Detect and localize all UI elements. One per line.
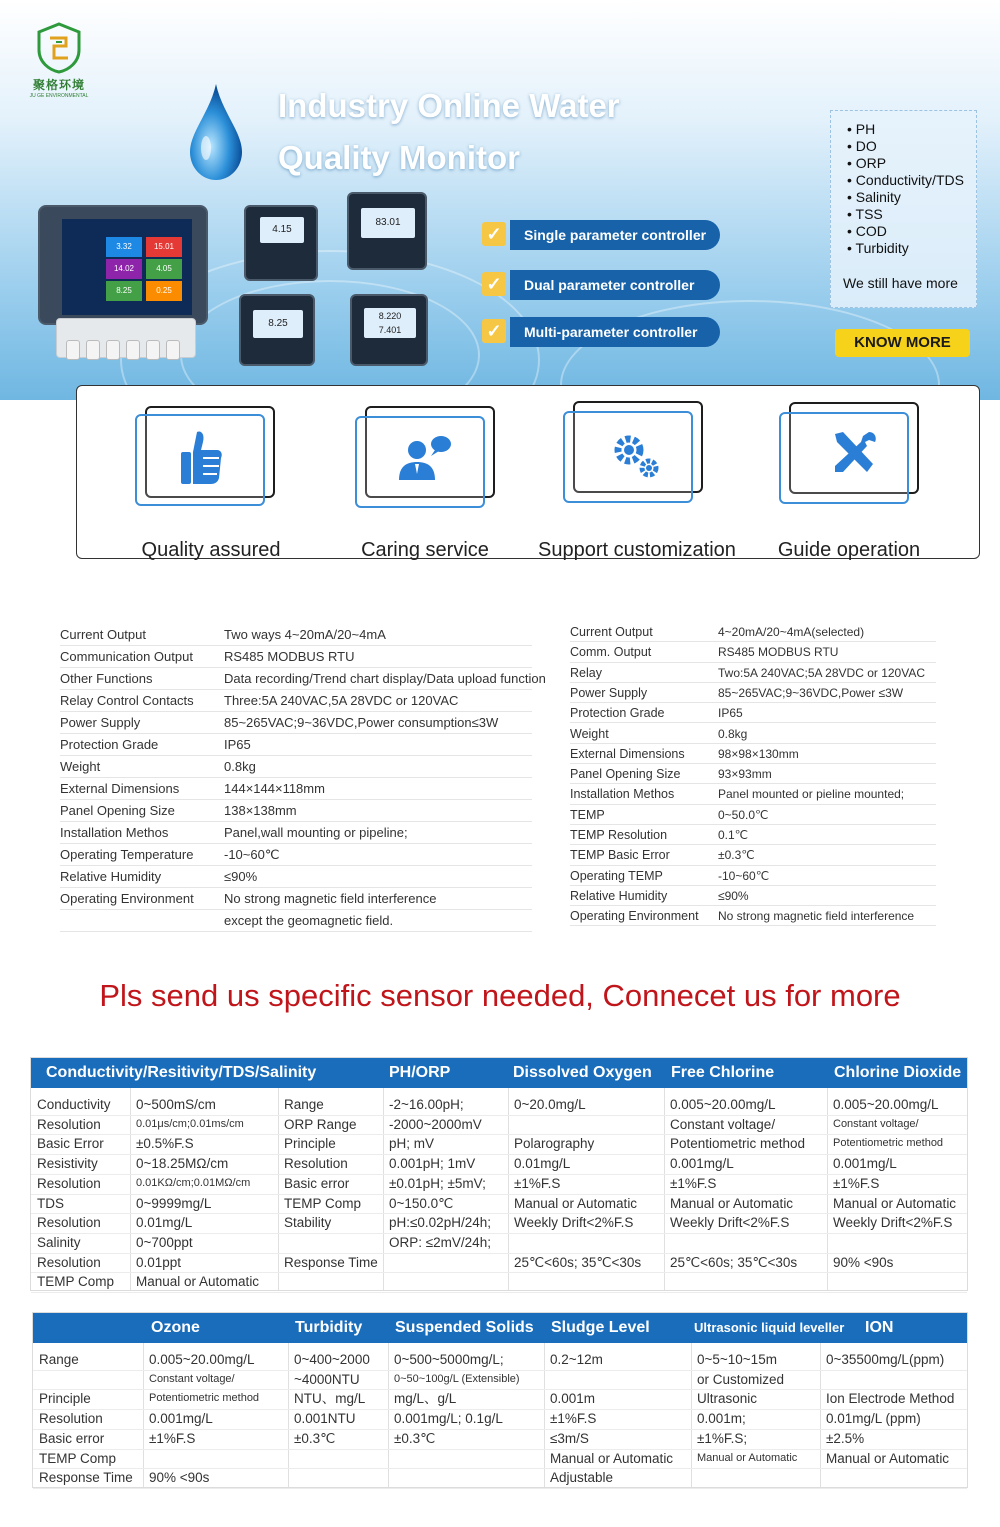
column-header: Turbidity xyxy=(295,1319,363,1336)
column-divider xyxy=(278,1088,279,1290)
table-cell: 0~35500mg/L(ppm) xyxy=(826,1352,945,1367)
spec-key: External Dimensions xyxy=(60,781,180,796)
gears-icon xyxy=(609,430,665,480)
table-cell: 0~5~10~15m xyxy=(697,1352,777,1367)
table-cell: NTU、mg/L xyxy=(294,1391,366,1407)
device-display: 4.15 xyxy=(260,217,304,243)
table-cell: 0.01mg/L xyxy=(136,1215,193,1231)
table-cell: 0~50~100g/L (Extensible) xyxy=(394,1372,520,1385)
spec-row xyxy=(570,703,936,723)
table-cell: ±0.01pH; ±5mV; xyxy=(389,1175,486,1191)
table-cell: 0.01μs/cm;0.01ms/cm xyxy=(136,1117,244,1130)
column-divider xyxy=(288,1343,289,1487)
table-cell: Adjustable xyxy=(550,1470,614,1486)
spec-key: TEMP Resolution xyxy=(570,828,668,842)
table-cell: mg/L、g/L xyxy=(394,1391,457,1407)
cable-gland xyxy=(86,340,100,360)
spec-row xyxy=(60,712,532,734)
spec-key: Operating Temperature xyxy=(60,847,194,862)
checkmark-icon: ✓ xyxy=(482,319,506,343)
hero-banner xyxy=(0,0,1000,400)
spec-key: Installation Methos xyxy=(60,825,169,840)
table-cell: 90% <90s xyxy=(833,1254,894,1270)
row-label: TEMP Comp xyxy=(39,1450,117,1466)
brand-logo[interactable] xyxy=(24,22,94,99)
device-display: 8.25 xyxy=(253,310,303,338)
table-cell: 0.001m xyxy=(550,1391,596,1407)
table-header xyxy=(33,1313,967,1343)
parameter-item: • Conductivity/TDS xyxy=(847,172,976,189)
table-cell: ±1%F.S xyxy=(670,1175,717,1191)
column-divider xyxy=(383,1088,384,1290)
spec-key: Panel Opening Size xyxy=(570,767,681,782)
spec-row xyxy=(570,866,936,886)
feature-caring-service[interactable] xyxy=(327,404,537,561)
reading-tile: 3.32 xyxy=(106,237,142,257)
table-cell: 0~400~2000 xyxy=(294,1352,370,1367)
spec-value: Two ways 4~20mA/20~4mA xyxy=(224,627,386,642)
spec-row xyxy=(60,734,532,756)
table-cell: -2~16.00pH; xyxy=(389,1097,464,1112)
contact-call-to-action: Pls send us specific sensor needed, Connecet us for more xyxy=(99,978,901,1013)
dual-parameter-controller-button[interactable] xyxy=(482,270,722,300)
spec-key: Protection Grade xyxy=(570,706,665,721)
table-cell: Potentiometric method xyxy=(833,1137,944,1150)
hero-title-line1: Industry Online Water xyxy=(278,87,620,124)
table-cell: 0.01KΩ/cm;0.01MΩ/cm xyxy=(136,1176,251,1189)
feature-guide-operation[interactable] xyxy=(751,404,961,561)
parameter-item: • TSS xyxy=(847,206,976,223)
table-cell: ±1%F.S xyxy=(833,1175,880,1191)
row-label: Response Time xyxy=(39,1470,133,1486)
device-display: 83.01 xyxy=(361,208,415,238)
table-cell: 0.001NTU xyxy=(294,1411,356,1427)
table-cell: ±1%F.S xyxy=(149,1430,196,1446)
table-cell: 0.005~20.00mg/L xyxy=(149,1352,255,1367)
spec-key: Operating TEMP xyxy=(570,868,663,883)
spec-key: Current Output xyxy=(570,625,653,639)
spec-key: Other Functions xyxy=(60,671,153,686)
row-label: Principle xyxy=(39,1391,91,1407)
column-divider xyxy=(827,1088,828,1290)
spec-key: TEMP xyxy=(570,807,605,822)
table-cell: 0~500~5000mg/L; xyxy=(394,1352,504,1367)
table-cell: Ultrasonic xyxy=(697,1391,758,1407)
spec-row xyxy=(60,800,532,822)
column-divider xyxy=(664,1088,665,1290)
spec-row xyxy=(570,805,936,825)
spec-value: ≤90% xyxy=(718,888,749,903)
spec-row xyxy=(570,642,936,662)
table-cell: ±2.5% xyxy=(826,1430,865,1446)
table-cell: 0.005~20.00mg/L xyxy=(670,1097,776,1112)
spec-row xyxy=(570,886,936,906)
column-header: Suspended Solids xyxy=(395,1319,534,1336)
spec-row xyxy=(570,906,936,926)
table-cell: Stability xyxy=(284,1215,332,1231)
device-reading: 7.401 xyxy=(378,325,402,335)
table-cell: 0.001mg/L; 0.1g/L xyxy=(394,1411,503,1427)
spec-value: 4~20mA/20~4mA(selected) xyxy=(718,625,865,639)
table-cell: 0~18.25MΩ/cm xyxy=(136,1156,229,1172)
table-cell: 0.001m; xyxy=(697,1411,746,1427)
spec-row xyxy=(570,683,936,703)
table-cell: 0.01ppt xyxy=(136,1254,182,1270)
spec-value: Two:5A 240VAC;5A 28VDC or 120VAC xyxy=(718,665,926,680)
column-divider xyxy=(820,1343,821,1487)
spec-key: External Dimensions xyxy=(570,746,685,761)
feature-caption: Support customization xyxy=(538,539,736,561)
spec-value: 85~265VAC;9~36VDC,Power ≤3W xyxy=(718,685,904,700)
spec-key: Relay Control Contacts xyxy=(60,693,194,708)
spec-value: IP65 xyxy=(718,706,743,721)
spec-value: ≤90% xyxy=(224,869,258,884)
parameter-list-panel xyxy=(830,110,977,308)
column-header: PH/ORP xyxy=(389,1064,451,1081)
reading-tile: 15.01 xyxy=(146,237,182,257)
spec-row xyxy=(60,756,532,778)
table-cell: 0.001mg/L xyxy=(833,1156,897,1172)
column-header: Free Chlorine xyxy=(671,1064,775,1081)
row-label: Basic Error xyxy=(37,1136,104,1152)
hero-title-line2: Quality Monitor xyxy=(278,139,520,176)
column-header: Ultrasonic liquid leveller xyxy=(694,1320,845,1335)
table-cell: ORP Range xyxy=(284,1116,357,1132)
brand-name-cn: 聚格环境 xyxy=(32,78,85,92)
table-cell: 0~20.0mg/L xyxy=(514,1097,586,1112)
spec-value: 0.8kg xyxy=(224,759,256,774)
table-cell: Weekly Drift<2%F.S xyxy=(670,1215,790,1231)
row-label: Resolution xyxy=(37,1116,101,1132)
row-label: Resolution xyxy=(39,1411,103,1427)
spec-key: Panel Opening Size xyxy=(60,803,175,818)
parameter-item: • Salinity xyxy=(847,189,976,206)
table-cell: 0.2~12m xyxy=(550,1352,603,1367)
sensor-table-2 xyxy=(32,1312,968,1488)
row-divider xyxy=(33,1488,967,1489)
reading-tile: 14.02 xyxy=(106,259,142,279)
spec-value: 0~50.0℃ xyxy=(718,807,769,822)
table-cell: ±1%F.S xyxy=(514,1175,561,1191)
table-cell: 0.001mg/L xyxy=(149,1411,213,1427)
spec-value: RS485 MODBUS RTU xyxy=(224,649,355,664)
table-cell: Weekly Drift<2%F.S xyxy=(833,1215,953,1231)
single-parameter-controller-button[interactable] xyxy=(482,220,722,250)
spec-key: Operating Environment xyxy=(60,891,194,906)
table-cell: ~4000NTU xyxy=(294,1371,360,1387)
spec-value: Panel mounted or pieline mounted; xyxy=(718,787,905,802)
spec-value: -10~60℃ xyxy=(718,868,770,883)
table-cell: Weekly Drift<2%F.S xyxy=(514,1215,634,1231)
device-reading: 8.220 xyxy=(378,311,402,321)
table-cell: Ion Electrode Method xyxy=(826,1391,955,1407)
column-header: Dissolved Oxygen xyxy=(513,1064,652,1081)
table-cell: ±1%F.S xyxy=(550,1411,597,1427)
spec-value: No strong magnetic field interference xyxy=(718,909,915,924)
spec-key: Relative Humidity xyxy=(570,888,668,903)
hero-title xyxy=(278,80,698,184)
table-cell: Principle xyxy=(284,1136,336,1152)
spec-row xyxy=(570,724,936,744)
spec-key: Current Output xyxy=(60,627,146,642)
table-cell: 25℃<60s; 35℃<30s xyxy=(514,1254,642,1270)
device-screen xyxy=(62,219,192,315)
spec-row xyxy=(60,668,546,690)
spec-value: No strong magnetic field interference xyxy=(224,891,437,906)
spec-key: Operating Environment xyxy=(570,909,699,924)
column-header: Ozone xyxy=(151,1319,200,1336)
support-agent-icon xyxy=(397,434,453,482)
column-divider xyxy=(130,1088,131,1290)
parameter-item: • COD xyxy=(847,223,976,240)
controller-device-image xyxy=(350,294,428,366)
reading-tile: 0.25 xyxy=(146,281,182,301)
parameter-item: • ORP xyxy=(847,155,976,172)
table-cell: ORP: ≤2mV/24h; xyxy=(389,1234,491,1250)
table-cell: 0~700ppt xyxy=(136,1234,193,1250)
spec-value: ±0.3℃ xyxy=(718,848,755,863)
row-label: Range xyxy=(39,1352,79,1367)
spec-row xyxy=(60,822,532,844)
reading-tile: 8.25 xyxy=(106,281,142,301)
multi-parameter-device-image xyxy=(38,205,208,325)
table-cell: pH; mV xyxy=(389,1136,435,1152)
table-cell: Polarography xyxy=(514,1136,595,1152)
controller-device-image xyxy=(239,294,315,366)
spec-value: except the geomagnetic field. xyxy=(224,913,394,928)
row-label: Resolution xyxy=(37,1254,101,1270)
table-cell: Constant voltage/ xyxy=(833,1117,919,1130)
table-header xyxy=(31,1058,967,1088)
spec-row xyxy=(570,784,936,804)
table-cell: Potentiometric method xyxy=(670,1136,806,1152)
features-panel xyxy=(76,385,980,559)
spec-value: IP65 xyxy=(224,737,251,752)
row-label: Resistivity xyxy=(37,1156,98,1172)
more-text: We still have more xyxy=(843,275,958,291)
table-cell: 0.01mg/L xyxy=(514,1156,571,1172)
table-cell: Potentiometric method xyxy=(149,1392,260,1405)
table-cell: Resolution xyxy=(284,1156,348,1172)
spec-key: Weight xyxy=(60,759,101,774)
spec-key: TEMP Basic Error xyxy=(570,848,670,863)
spec-key: Installation Methos xyxy=(570,787,675,802)
spec-value: Three:5A 240VAC,5A 28VDC or 120VAC xyxy=(224,693,459,708)
row-label: Salinity xyxy=(37,1234,81,1250)
parameter-item: • DO xyxy=(847,138,976,155)
column-divider xyxy=(508,1088,509,1290)
spec-value: -10~60℃ xyxy=(224,847,280,862)
spec-row xyxy=(570,845,936,865)
table-cell: ±0.3℃ xyxy=(394,1430,436,1446)
parameter-item: • PH xyxy=(847,121,976,138)
shield-logo-icon xyxy=(36,22,82,74)
table-cell: Constant voltage/ xyxy=(149,1372,235,1385)
spec-key: Power Supply xyxy=(60,715,141,730)
thumbs-up-icon xyxy=(179,428,223,486)
table-cell: ≤3m/S xyxy=(550,1430,589,1446)
table-cell: Manual or Automatic xyxy=(514,1195,638,1211)
spec-key: Communication Output xyxy=(60,649,193,664)
spec-key: Weight xyxy=(570,726,609,741)
spec-key: Power Supply xyxy=(570,685,648,700)
spec-key: Protection Grade xyxy=(60,737,159,752)
controller-device-image xyxy=(244,205,318,281)
column-header: Conductivity/Resitivity/TDS/Salinity xyxy=(46,1064,317,1081)
spec-value: 144×144×118mm xyxy=(224,781,325,796)
table-cell: Manual or Automatic xyxy=(136,1274,260,1290)
table-cell: Response Time xyxy=(284,1254,378,1270)
table-cell: Constant voltage/ xyxy=(670,1116,776,1132)
spec-row xyxy=(60,624,532,646)
cable-gland xyxy=(166,340,180,360)
spec-value: Data recording/Trend chart display/Data upload function xyxy=(224,671,546,686)
spec-row xyxy=(60,910,532,932)
feature-caption: Quality assured xyxy=(141,539,281,561)
spec-row xyxy=(570,622,936,642)
spec-row xyxy=(570,825,936,845)
table-cell: ±1%F.S; xyxy=(697,1430,748,1446)
controller-label: Multi-parameter controller xyxy=(510,317,720,347)
spec-value: 0.8kg xyxy=(718,726,748,741)
spec-value: 93×93mm xyxy=(718,767,772,782)
spec-value: 138×138mm xyxy=(224,803,297,818)
controller-label: Single parameter controller xyxy=(510,220,720,250)
spec-row xyxy=(60,866,532,888)
spec-row xyxy=(60,778,532,800)
row-label: Resolution xyxy=(37,1215,101,1231)
table-cell: 0.001pH; 1mV xyxy=(389,1156,476,1172)
feature-support-customization[interactable] xyxy=(537,404,747,561)
spec-value: RS485 MODBUS RTU xyxy=(718,645,839,660)
spec-key: Relative Humidity xyxy=(60,869,162,884)
spec-row xyxy=(60,690,532,712)
table-cell: TEMP Comp xyxy=(284,1195,362,1211)
spec-row xyxy=(570,744,936,764)
column-header: Chlorine Dioxide xyxy=(834,1064,962,1081)
table-cell: Manual or Automatic xyxy=(833,1195,957,1211)
feature-caption: Guide operation xyxy=(777,539,921,561)
row-label: TDS xyxy=(37,1195,64,1211)
spec-value: 85~265VAC;9~36VDC,Power consumption≤3W xyxy=(224,715,499,730)
table-cell: 0.01mg/L (ppm) xyxy=(826,1411,921,1427)
controller-label: Dual parameter controller xyxy=(510,270,720,300)
table-cell: Manual or Automatic xyxy=(550,1450,674,1466)
cable-gland xyxy=(126,340,140,360)
spec-key: Comm. Output xyxy=(570,645,652,660)
spec-row xyxy=(60,888,532,910)
checkmark-icon: ✓ xyxy=(482,272,506,296)
table-cell: or Customized xyxy=(697,1371,785,1387)
know-more-button[interactable]: KNOW MORE xyxy=(835,329,970,357)
row-label: Conductivity xyxy=(37,1097,111,1112)
table-cell: 0.005~20.00mg/L xyxy=(833,1097,939,1112)
table-cell: Range xyxy=(284,1097,324,1112)
column-divider xyxy=(388,1343,389,1487)
column-divider xyxy=(691,1343,692,1487)
spec-value: 98×98×130mm xyxy=(718,746,799,761)
row-label: Basic error xyxy=(39,1430,105,1446)
column-divider xyxy=(143,1343,144,1487)
cable-gland xyxy=(146,340,160,360)
table-cell: 25℃<60s; 35℃<30s xyxy=(670,1254,798,1270)
table-cell: 0.001mg/L xyxy=(670,1156,734,1172)
parameter-item: • Turbidity xyxy=(847,240,976,257)
row-divider xyxy=(31,1292,967,1293)
spec-key: Relay xyxy=(570,665,602,680)
table-cell: Manual or Automatic xyxy=(697,1451,798,1464)
table-cell: Manual or Automatic xyxy=(826,1450,950,1466)
cable-gland xyxy=(106,340,120,360)
column-header: Sludge Level xyxy=(551,1319,650,1336)
spec-row xyxy=(570,764,936,784)
column-header: ION xyxy=(865,1319,894,1336)
table-cell: 0~150.0℃ xyxy=(389,1195,454,1211)
controller-device-image xyxy=(347,192,427,270)
table-cell: 90% <90s xyxy=(149,1470,210,1486)
table-cell: ±0.5%F.S xyxy=(136,1136,194,1152)
checkmark-icon: ✓ xyxy=(482,222,506,246)
sensor-table-1 xyxy=(30,1057,968,1291)
feature-caption: Caring service xyxy=(361,539,489,561)
table-cell: pH:≤0.02pH/24h; xyxy=(389,1215,491,1231)
spec-value: 0.1℃ xyxy=(718,828,749,842)
brand-name-en: JU GE ENVIRONMENTAL xyxy=(29,93,89,99)
cable-gland xyxy=(66,340,80,360)
row-label: TEMP Comp xyxy=(37,1274,115,1290)
table-cell: 0~9999mg/L xyxy=(136,1195,212,1211)
table-cell: 0~500mS/cm xyxy=(136,1097,216,1112)
reading-tile: 4.05 xyxy=(146,259,182,279)
table-cell: -2000~2000mV xyxy=(389,1116,482,1132)
multi-parameter-controller-button[interactable] xyxy=(482,317,722,347)
tools-icon xyxy=(829,428,879,478)
spec-row xyxy=(570,663,936,683)
table-cell: Basic error xyxy=(284,1175,350,1191)
spec-value: Panel,wall mounting or pipeline; xyxy=(224,825,408,840)
water-drop-icon xyxy=(188,82,244,182)
device-display xyxy=(364,308,416,338)
table-cell: Manual or Automatic xyxy=(670,1195,794,1211)
feature-quality-assured[interactable] xyxy=(105,404,315,561)
table-cell: ±0.3℃ xyxy=(294,1430,336,1446)
spec-row xyxy=(60,646,532,668)
column-divider xyxy=(544,1343,545,1487)
spec-row xyxy=(60,844,532,866)
row-label: Resolution xyxy=(37,1175,101,1191)
